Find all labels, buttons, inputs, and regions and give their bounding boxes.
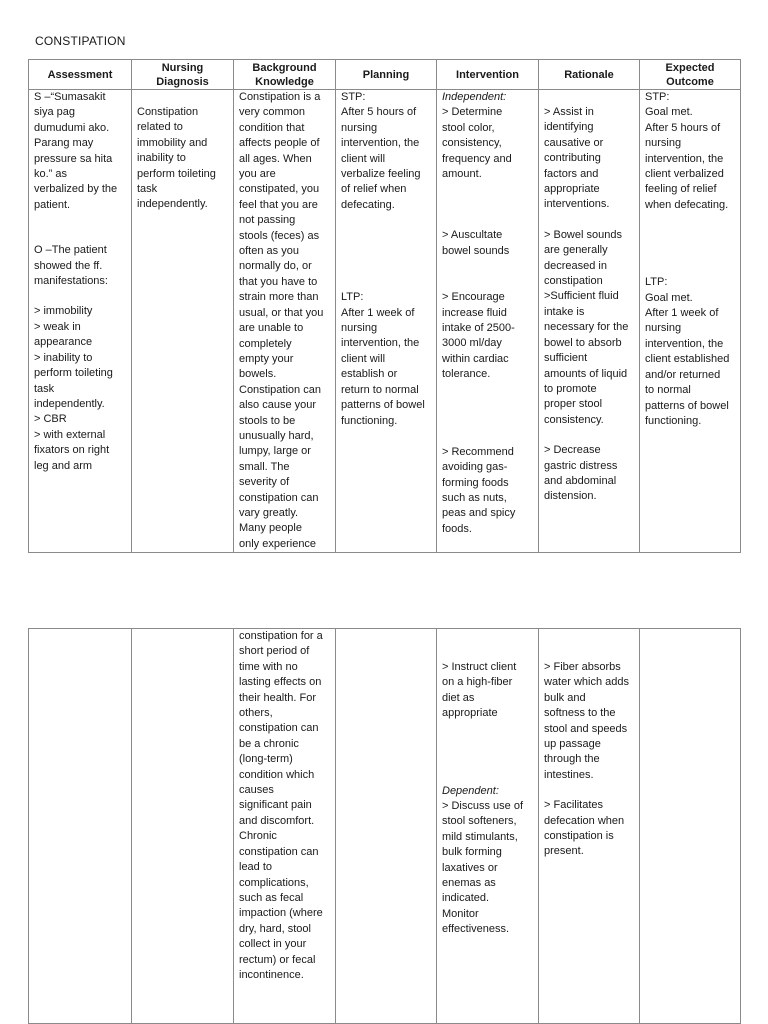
nursing-diagnosis-text: Constipation related to immobility and inability to perform toileting task independently.	[137, 106, 216, 211]
rationale-item: > Decrease gastric distress and abdominal distension.	[544, 444, 618, 503]
planning-cell	[336, 629, 437, 1024]
short-term-plan: STP: After 5 hours of nursing intervention, the client will verbalize feeling of relief when defecating.	[341, 91, 421, 211]
care-plan-table-page-1	[28, 59, 741, 553]
manifestations-list: > immobility > weak in appearance > inability to perform toileting task independently. > CBR > with external fixators on right leg and arm	[34, 305, 113, 472]
rationale-cell	[539, 629, 640, 1024]
diagnosis-cell	[132, 629, 234, 1024]
document-title: CONSTIPATION	[35, 34, 126, 48]
intervention-cell	[437, 629, 539, 1024]
header-assessment: Assessment	[29, 60, 132, 90]
header-row	[29, 60, 741, 90]
independent-heading: Independent:	[442, 91, 507, 103]
header-expected-outcome: Expected Outcome	[640, 60, 741, 90]
long-term-outcome: LTP: Goal met. After 1 week of nursing intervention, the client established and/or returned to normal patterns of bowel functioning.	[645, 276, 730, 427]
header-nursing-diagnosis: Nursing Diagnosis	[132, 60, 234, 90]
outcome-cell	[640, 90, 741, 553]
intervention-item: > Discuss use of stool softeners, mild stimulants, bulk forming laxatives or enemas as indicated. Monitor effectiveness.	[442, 800, 524, 936]
background-knowledge-text: constipation for a short period of time with no lasting effects on their health. For others, constipation can be a chronic (long-term) condition which causes significant pain and discomfort. Chronic constipation can lead to complications, such as fecal impaction (where dry, hard, stool collect in your rectum) or fecal incontinence.	[239, 630, 323, 981]
rationale-cell	[539, 90, 640, 553]
rationale-item: > Fiber absorbs water which adds bulk and softness to the stool and speeds up passage through the intestines.	[544, 661, 629, 781]
intervention-item: > Auscultate bowel sounds	[442, 229, 510, 257]
diagnosis-cell	[132, 90, 234, 553]
intervention-item: > Determine stool color, consistency, frequency and amount.	[442, 106, 512, 181]
planning-cell	[336, 90, 437, 553]
outcome-cell	[640, 629, 741, 1024]
intervention-cell	[437, 90, 539, 553]
header-rationale: Rationale	[539, 60, 640, 90]
rationale-item: > Bowel sounds are generally decreased in constipation	[544, 228, 622, 288]
intervention-item: > Recommend avoiding gas- forming foods such as nuts, peas and spicy foods.	[442, 445, 516, 535]
objective-data: O –The patient showed the ff. manifestations:	[34, 244, 108, 288]
intervention-item: > Encourage increase fluid intake of 2500- 3000 ml/day within cardiac tolerance.	[442, 291, 515, 381]
short-term-outcome: STP: Goal met. After 5 hours of nursing intervention, the client verbalized feeling of relief when defecating.	[645, 91, 729, 211]
background-knowledge-text: Constipation is a very common condition that affects people of all ages. When you are constipated, you feel that you are not passing stools (feces) as often as you normally do, or that you have to strain more than usual, or that you are unable to completely empty your bowels. Constipation can also cause your stools to be unusually hard, lumpy, large or small. The severity of constipation can vary greatly. Many people only experience	[239, 91, 324, 550]
assessment-cell	[29, 629, 132, 1024]
long-term-plan: LTP: After 1 week of nursing intervention, the client will establish or return to normal patterns of bowel functioning.	[341, 291, 425, 427]
rationale-item: > Facilitates defecation when constipation is present.	[544, 799, 625, 858]
rationale-item: > Assist in identifying causative or contributing factors and appropriate interventions.	[544, 106, 610, 211]
assessment-cell	[29, 90, 132, 553]
background-cell	[234, 629, 336, 1024]
rationale-item: >Sufficient fluid intake is necessary for the bowel to absorb sufficient amounts of liquid to promote proper stool consistency.	[544, 290, 629, 426]
care-plan-table-page-2	[28, 628, 741, 1024]
background-cell	[234, 90, 336, 553]
table-row	[29, 629, 741, 1024]
dependent-heading: Dependent:	[442, 784, 499, 797]
header-intervention: Intervention	[437, 60, 539, 90]
intervention-item: > Instruct client on a high-fiber diet as appropriate	[442, 661, 517, 720]
subjective-data: S –“Sumasakit siya pag dumudumi ako. Parang may pressure sa hita ko.” as verbalized by the patient.	[34, 91, 118, 211]
header-background-knowledge: Background Knowledge	[234, 60, 336, 90]
table-row	[29, 90, 741, 553]
header-planning: Planning	[336, 60, 437, 90]
